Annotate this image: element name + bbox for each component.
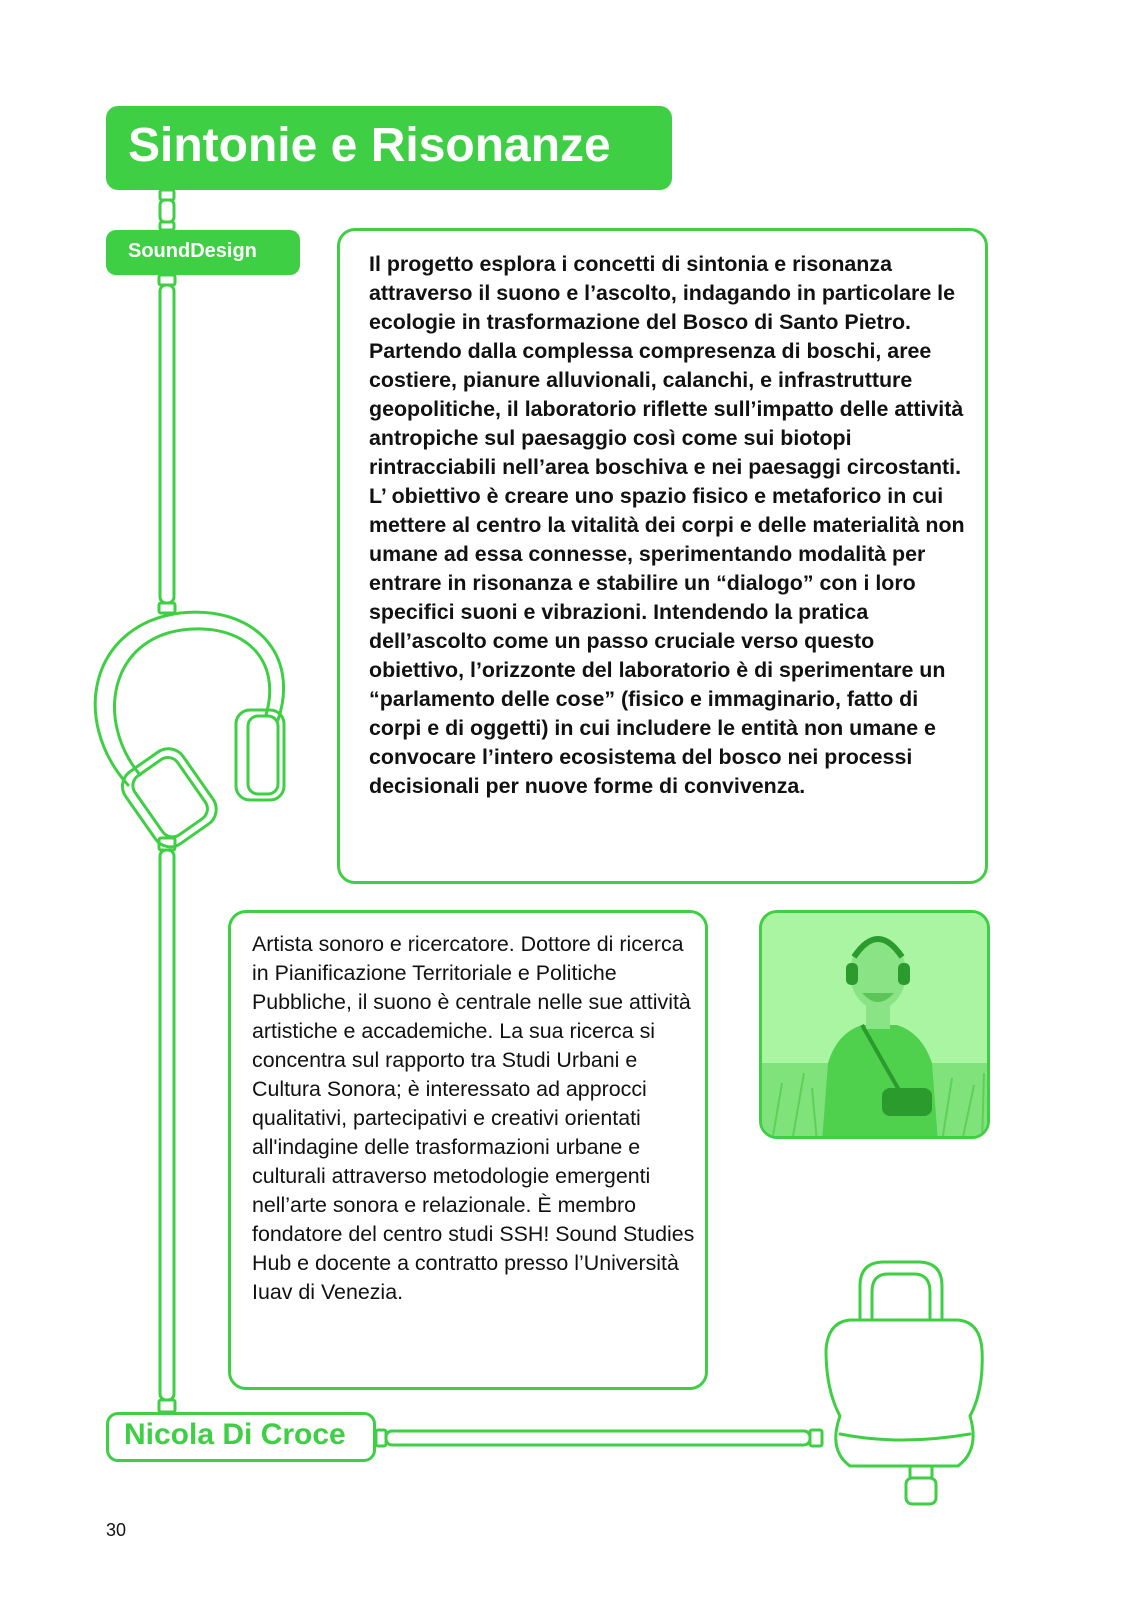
author-name: Nicola Di Croce (124, 1418, 346, 1451)
page-title: Sintonie e Risonanze (128, 119, 611, 172)
author-bio: Artista sonoro e ricercatore. Dottore di ricerca in Pianificazione Territoriale e Politiche Pubbliche, il suono è centrale nelle sue attività artistiche e accademiche. La sua ricerca si concentra sul rapporto tra Studi Urbani e Cultura Sonora; è interessato ad approcci qualitativi, partecipativi e creativi orientati all'indagine delle trasformazioni urbane e culturali attraverso metodologie emergenti nell’arte sonora e relazionale. È membro fondatore del centro studi SSH! Sound Studies Hub e docente a contratto presso l’Università Iuav di Venezia. (252, 932, 695, 1304)
project-description: Il progetto esplora i concetti di sintonia e risonanza attraverso il suono e l’ascolto, indagando in particolare le ecologie in trasformazione del Bosco di Santo Pietro. Partendo dalla complessa compresenza di boschi, aree costiere, pianure alluvionali, calanchi, e infrastrutture geopolitiche, il laboratorio riflette sull’impatto delle attività antropiche sul paesaggio così come sui biotopi rintracciabili nell’area boschiva e nei paesaggi circostanti. L’ obiettivo è creare uno spazio fisico e metaforico in cui mettere al centro la vitalità dei corpi e delle materialità non umane ad essa connesse, sperimentando modalità per entrare in risonanza e stabilire un “dialogo” con i loro specifici suoni e vibrazioni. Intendendo la pratica dell’ascolto come un passo cruciale verso questo obiettivo, l’orizzonte del laboratorio è di sperimentare un “parlamento delle cose” (fisico e immaginario, fatto di corpi e di oggetti) in cui includere le entità non umane e convocare l’intero ecosistema del bosco nei processi decisionali per nuove forme di convivenza. (369, 252, 965, 798)
page-number: 30 (106, 1520, 127, 1540)
category-tag: SoundDesign (128, 240, 257, 262)
portrait-illustration (762, 913, 990, 1139)
author-photo (759, 910, 990, 1139)
